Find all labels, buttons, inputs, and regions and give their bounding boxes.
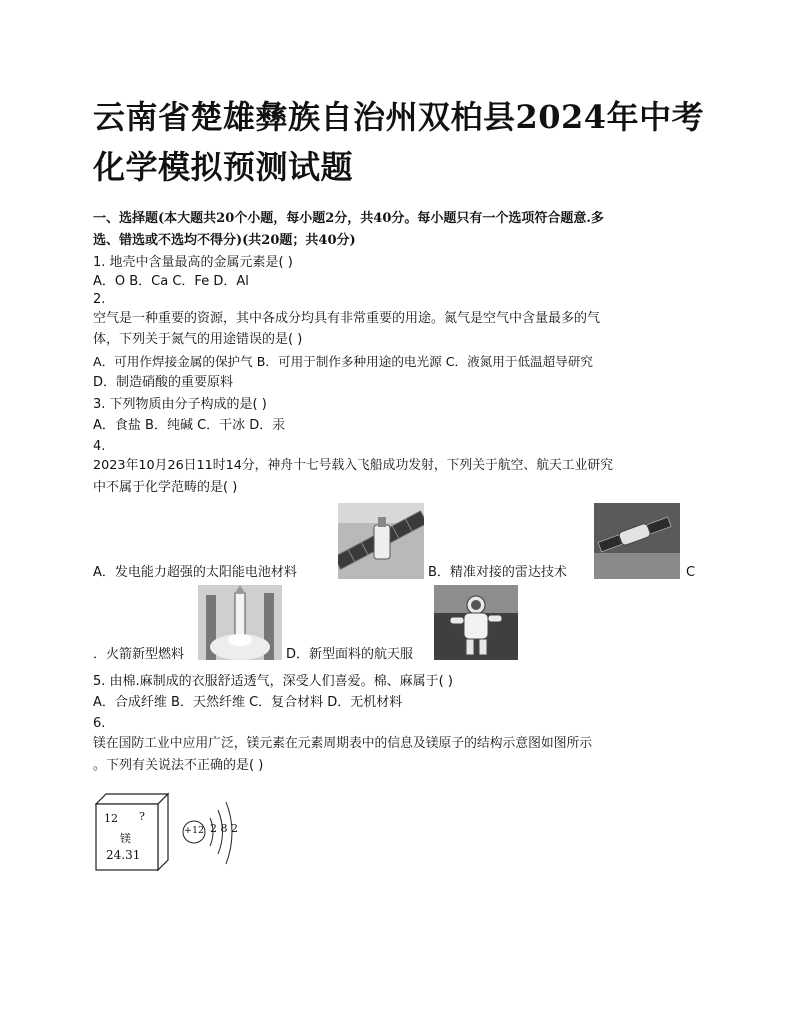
q4-option-c-marker: C [686, 565, 696, 580]
docking-spacecraft-image [594, 503, 680, 579]
page-title: 云南省楚雄彝族自治州双柏县2024年中考化学模拟预测试题 [93, 98, 705, 186]
q6-number: 6. [93, 716, 106, 731]
q2-number: 2. [93, 292, 106, 307]
rocket-launch-image [198, 585, 282, 660]
q4-option-c: ．火箭新型燃料 [93, 647, 185, 662]
spacesuit-astronaut-image [434, 585, 518, 660]
element-name: 镁 [120, 832, 131, 845]
q4-number: 4. [93, 439, 106, 454]
electron-shell-counts: 2 8 2 [210, 822, 238, 835]
solar-panel-space-station-image [338, 503, 424, 579]
q6-stem-line-1: 镁在国防工业中应用广泛，镁元素在元素周期表中的信息及镁原子的结构示意图如图所示 [93, 736, 593, 751]
section-heading-line-1: 一、选择题(本大题共20个小题，每小题2分，共40分。每小题只有一个选项符合题意.多 [93, 211, 604, 226]
q1-stem: 1. 地壳中含量最高的金属元素是( ) [93, 255, 293, 270]
atom-structure-diagram [178, 798, 248, 870]
q3-stem: 3. 下列物质由分子构成的是( ) [93, 397, 267, 412]
periodic-element-box [92, 792, 172, 872]
atomic-mass: 24.31 [106, 848, 141, 862]
q1-options: A．O B．Ca C．Fe D．Al [93, 274, 249, 289]
q5-stem: 5. 由棉.麻制成的衣服舒适透气，深受人们喜爱。棉、麻属于( ) [93, 674, 453, 689]
q4-stem-line-1: 2023年10月26日11时14分，神舟十七号载入飞船成功发射，下列关于航空、航天工业研究 [93, 458, 613, 473]
q6-stem-line-2: 。下列有关说法不正确的是( ) [93, 758, 264, 773]
q2-stem-line-1: 空气是一种重要的资源，其中各成分均具有非常重要的用途。氮气是空气中含量最多的气 [93, 311, 601, 326]
nucleus-charge: +12 [184, 825, 205, 836]
section-heading-line-2: 选、错选或不选均不得分)(共20题；共40分) [93, 233, 356, 248]
q3-options: A．食盐 B．纯碱 C．干冰 D．汞 [93, 418, 286, 433]
atomic-number: 12 [104, 812, 118, 825]
q4-stem-line-2: 中不属于化学范畴的是( ) [93, 480, 238, 495]
section-heading [93, 208, 713, 252]
q2-options-line-2: D．制造硝酸的重要原料 [93, 375, 234, 390]
q4-option-b: B．精准对接的雷达技术 [428, 565, 567, 580]
q5-options: A．合成纤维 B．天然纤维 C．复合材料 D．无机材料 [93, 695, 403, 710]
element-unknown-mark: ? [139, 810, 145, 823]
q2-options-line-1: A．可用作焊接金属的保护气 B．可用于制作多种用途的电光源 C．液氮用于低温超导研究 [93, 354, 594, 369]
q4-option-d: D．新型面料的航天服 [286, 647, 414, 662]
q4-option-a: A．发电能力超强的太阳能电池材料 [93, 565, 297, 580]
q2-stem-line-2: 体，下列关于氮气的用途错误的是( ) [93, 332, 303, 347]
